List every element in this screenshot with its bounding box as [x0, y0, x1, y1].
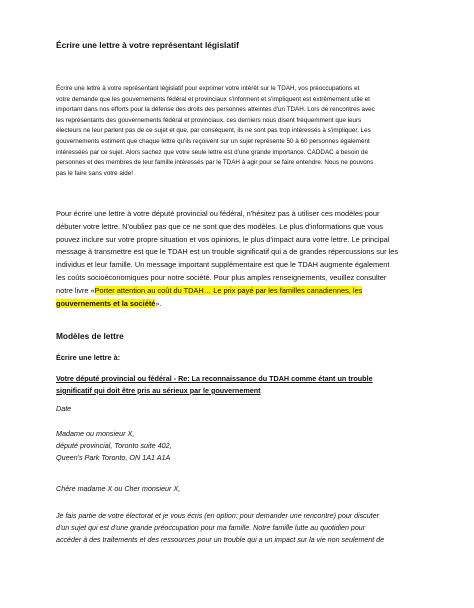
intro-line: les représentants des gouvernements fédéral et provinciaux, ces derniers nous disent fréquemment que leurs: [56, 116, 362, 124]
instructions-line: pouvez inclure sur votre propre situation et vos opinions, le plus d'impact aura votre lettre. Le principal: [56, 234, 390, 244]
write-heading: Écrire une lettre à:: [56, 353, 121, 362]
intro-line: votre demande que les gouvernements fédéral et provinciaux s'informent et s'impliquent est extrêmement utile et: [56, 95, 370, 103]
instructions-line: individus et leur famille. Un message important supplémentaire est que le TDAH augmente également: [56, 260, 390, 270]
letter-body-line: accéder à des traitements et des ressources pour un trouble qui a un impact sur la vie non seulement de: [56, 536, 385, 545]
subject-line: significatif qui doit être pris au sérieux par le gouvernement: [56, 385, 261, 395]
date-label: Date: [56, 404, 72, 413]
salutation: Chère madame X ou Cher monsieur X,: [56, 484, 181, 493]
models-heading: Modèles de lettre: [56, 331, 124, 341]
intro-line: personnes et des membres de leur famille intéressés par le TDAH à agir pour se faire entendre. Nous ne pouvons: [56, 159, 374, 167]
address-line: Queen's Park Toronto, ON 1A1 A1A: [56, 453, 171, 462]
intro-line: Écrire une lettre à votre représentant législatif pour exprimer votre intérêt sur le TDAH, vos préoccupations et: [56, 85, 360, 92]
intro-line: pas le faire sans votre aide!: [56, 169, 134, 177]
instructions-line: Pour écrire une lettre à votre député provincial ou fédéral, n'hésitez pas à utiliser ces modèles pour: [56, 209, 380, 218]
page-title: Écrire une lettre à votre représentant législatif: [56, 40, 239, 50]
instructions-line: les coûts socioéconomiques pour notre société. Pour plus amples renseignements, veuillez consulter: [56, 272, 387, 282]
intro-line: intéressées par ce sujet. Alors sachez que votre seule lettre est d'une grande importance. CADDAC a besoin de: [56, 148, 369, 156]
intro-paragraph: [56, 84, 422, 179]
intro-line: électeurs ne leur parlent pas de ce sujet et que, par conséquent, ils ne sont pas trop intéressés à s'impliquer. Les: [56, 127, 371, 135]
book-title-highlight-bold[interactable]: gouvernements et la société: [56, 298, 156, 308]
address-line: Madame ou monsieur X,: [56, 429, 135, 438]
book-prefix: notre livre «: [56, 285, 95, 295]
address-line: député provincial, Toronto suite 402,: [56, 441, 172, 450]
book-suffix: ».: [155, 298, 162, 308]
letter-body: [56, 510, 422, 547]
letter-body-line: d'un sujet qui est d'une grande préoccupation pour ma famille. Notre famille lutte au quotidien pour: [56, 524, 366, 533]
subject-line: Votre député provincial ou fédéral - Re: La reconnaissance du TDAH comme étant un trouble: [56, 374, 373, 383]
instructions-paragraph: [56, 208, 422, 310]
instructions-line-with-book: [56, 298, 422, 311]
recipient-address: [56, 428, 422, 464]
intro-line: gouvernements estiment que chaque lettre qu'ils reçoivent sur un sujet représente 50 à 60 personnes également: [56, 137, 370, 145]
book-title-highlight[interactable]: Porter attention au coût du TDAH… Le prix payé par les familles canadiennes, les: [94, 285, 363, 295]
instructions-line-with-book: [56, 285, 422, 298]
letter-subject: [56, 373, 422, 397]
intro-line: important dans nos efforts pour la défense des droits des personnes atteintes d'un TDAH. Lors de rencontres avec: [56, 106, 375, 114]
instructions-line: message à transmettre est que le TDAH est un trouble significatif qui a de grandes répercussions sur les: [56, 247, 399, 257]
instructions-line: débuter votre lettre. N'oubliez pas que ce ne sont que des modèles. Le plus d'informations que vous: [56, 221, 383, 231]
letter-body-line: Je fais partie de votre électorat et je vous écris (en option: pour demander une rencontre) pour discuter: [56, 512, 379, 520]
